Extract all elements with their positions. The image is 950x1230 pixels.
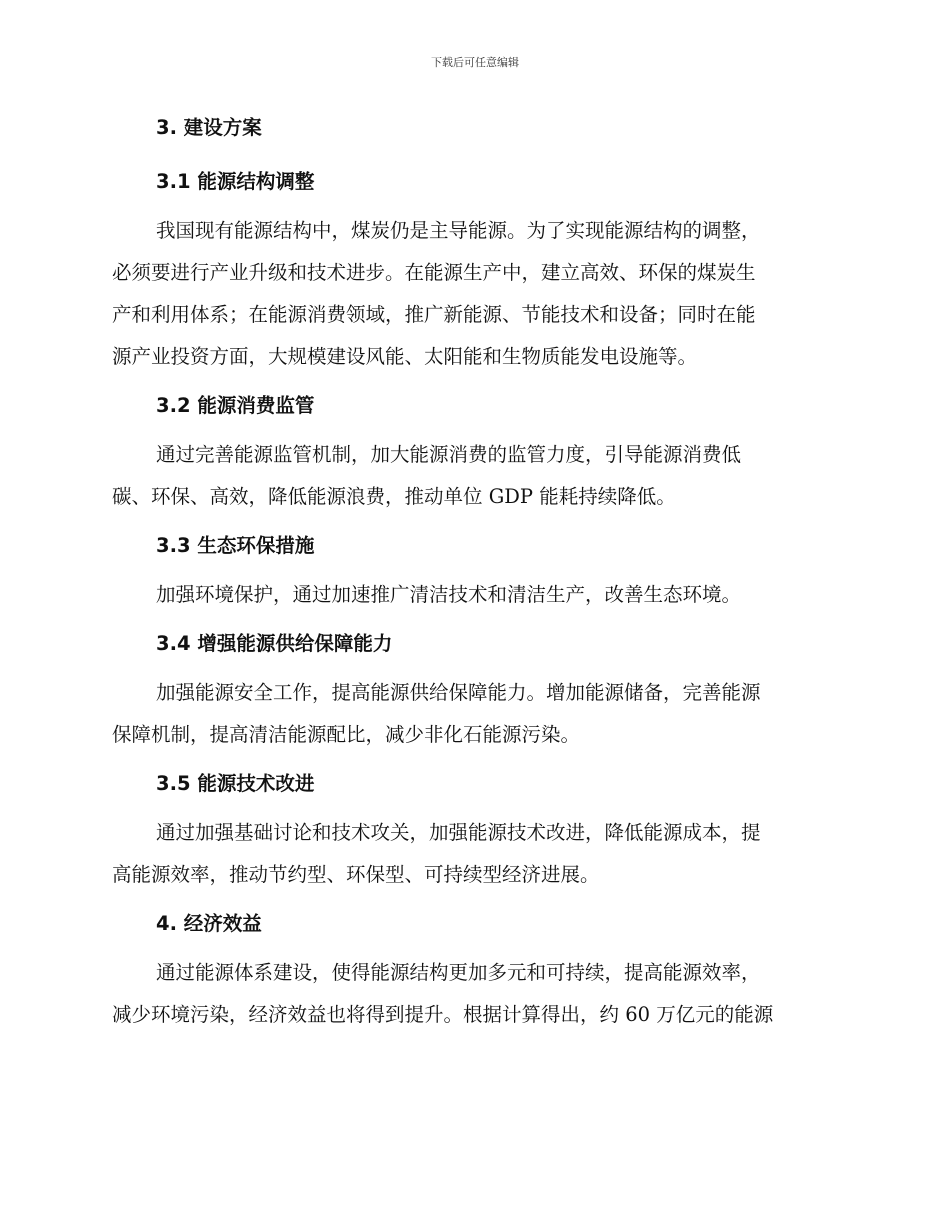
section-heading: 3.4 增强能源供给保障能力 — [156, 632, 393, 655]
section-heading: 3. 建设方案 — [156, 116, 262, 139]
section-paragraph: 我国现有能源结构中，煤炭仍是主导能源。为了实现能源结构的调整， 必须要进行产业升级和技术进步。在能源生产中，建立高效、环保的煤炭生 产和利用体系；在能源消费领域，推广新能源、节能技术和设备；同时在能 源产业投资方面，大规模建设风能、太阳能和生物质能发电设施等。 — [112, 219, 761, 368]
document-body — [112, 114, 838, 1036]
section-heading: 3.5 能源技术改进 — [156, 772, 315, 795]
section-heading: 3.3 生态环保措施 — [156, 534, 315, 557]
section-heading: 4. 经济效益 — [156, 912, 262, 935]
page-header: 下载后可任意编辑 — [431, 56, 519, 69]
section-paragraph: 通过完善能源监管机制，加大能源消费的监管力度，引导能源消费低 碳、环保、高效，降低能源浪费，推动单位 GDP 能耗持续降低。 — [112, 443, 742, 508]
section-paragraph: 加强环境保护，通过加速推广清洁技术和清洁生产，改善生态环境。 — [156, 583, 742, 606]
section-heading: 3.1 能源结构调整 — [156, 170, 315, 193]
section-heading: 3.2 能源消费监管 — [156, 394, 315, 417]
section-paragraph: 通过能源体系建设，使得能源结构更加多元和可持续，提高能源效率， 减少环境污染，经济效益也将得到提升。根据计算得出，约 60 万亿元的能源 — [112, 961, 774, 1026]
section-paragraph: 加强能源安全工作，提高能源供给保障能力。增加能源储备，完善能源 保障机制，提高清洁能源配比，减少非化石能源污染。 — [112, 681, 761, 746]
section-paragraph: 通过加强基础讨论和技术攻关，加强能源技术改进，降低能源成本，提 高能源效率，推动节约型、环保型、可持续型经济进展。 — [112, 821, 761, 886]
